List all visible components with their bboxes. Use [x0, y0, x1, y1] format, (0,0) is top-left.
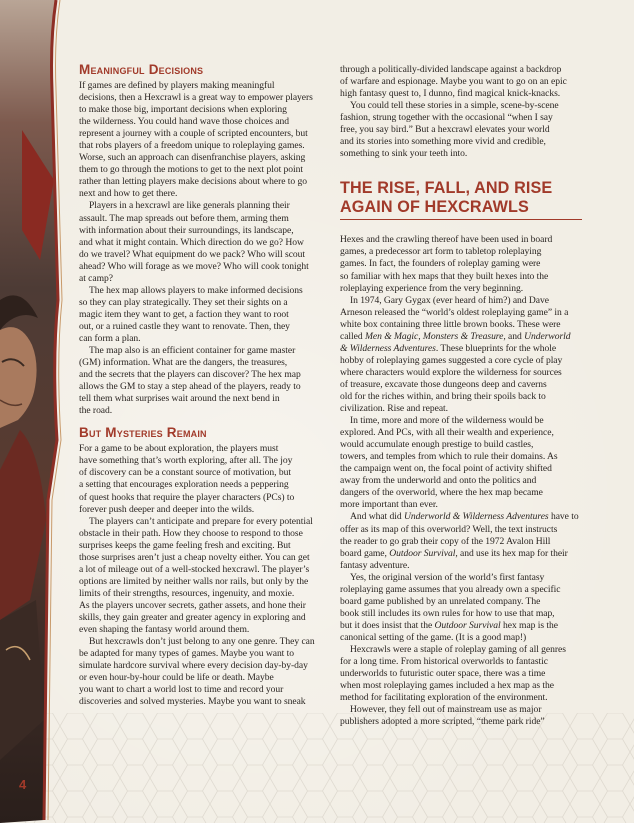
paragraph: For a game to be about exploration, the players must have something that’s worth exploring, after all. The joy of discovery can be a constant source of motivation, but a setting that encourages exploration needs a peppering of quest hooks that require the player characters (PCs) to forever push deeper and deeper into the wilds. [79, 443, 295, 515]
book-title: Monsters & Treasure [422, 330, 504, 342]
hex-grid-pattern [0, 713, 634, 823]
book-title: Men & Magic [364, 330, 419, 342]
paragraph: If games are defined by players making meaningful decisions, then a Hexcrawl is a great way to empower players to make those big, important decisions when exploring the wilderness. You could hand wave those choices and represent a journey with a couple of scripted encounters, but that robs players of a freedom unique to roleplaying games. Worse, such an approach can disenfranchise players, asking them to go through the motions to get to the next plot point rather than letting players make decisions about where to go next and how to get there. [79, 80, 313, 200]
paragraph: In time, more and more of the wilderness would be explored. And PCs, with all their wealth and experience, would accumulate enough prestige to build castles, towers, and temples from which to rule their domains. As the campaign went on, the focal point of activity shifted away from the underworld and onto the politics and dangers of the overworld, where the hex map became more important than ever. [340, 415, 558, 511]
paragraph: In 1974, Gary Gygax (ever heard of him?) and Dave Arneson released the “world’s oldest roleplaying game” in a white box containing three little brown books. These were called Men & Magic, Monsters & Treasure, and Underworld & Wilderness Adventures. These blueprints for the whole hobby of roleplaying games suggested a core cycle of play where characters would explore the wilderness for sources of treasure, excavate those dungeons deep and caverns old for the riches within, and bring their spoils back to civilization. Rise and repeat. [340, 294, 571, 415]
paragraph: Hexcrawls were a staple of roleplay gaming of all genres for a long time. From historical overworlds to fantastic underworlds to futuristic outer space, there was a time when most roleplaying games included a hex map as the method for facilitating exploration of the environment. [340, 643, 566, 704]
paragraph: And what did Underworld & Wilderness Adventures have to offer as its map of this overworld? Well, the text instructs the reader to go grab their copy of the 1972 Avalon Hill board game, Outdoor Survival, and use its hex map for their fantasy adventure. [340, 511, 579, 571]
book-title: Underworld & Wilderness Adventures [403, 511, 549, 523]
paragraph: The hex map allows players to make informed decisions so they can play strategically. They set their sights on a magic item they want to get, a faction they want to root out, or a ruined castle they want to renovate. Then, they can form a plan. [79, 284, 303, 344]
illustration-art [0, 0, 66, 823]
page-number: 4 [19, 777, 27, 792]
heading-rule [340, 219, 582, 220]
paragraph: The map also is an efficient container for game master (GM) information. What are the dangers, the treasures, and the secrets that the players can discover? The hex map allows the GM to stay a step ahead of the players, ready to tell them what surprises wait around the next bend in the road. [79, 345, 301, 417]
heading-rise-fall-rise: THE RISE, FALL, AND RISE AGAIN OF HEXCRAWLS [340, 179, 582, 220]
heading-meaningful-decisions: Meaningful Decisions [79, 62, 204, 77]
paragraph: But hexcrawls don’t just belong to any one genre. They can be adapted for many types of games. Maybe you want to simulate hardcore survival where every decision day-by-day or even hour-by-hour could be life or death. Maybe you want to chart a world lost to time and record your discoveries and solved mysteries. Maybe you want to sneak [79, 636, 315, 708]
paragraph: Yes, the original version of the world’s first fantasy roleplaying game assumes that you already own a specific board game published by an unrelated company. The book still includes its own rules for how to use that map, but it does insist that the Outdoor Survival hex map is the canonical setting of the game. (It is a good map!) [340, 571, 561, 643]
game-title: Outdoor Survival [389, 547, 456, 559]
book-title: Underworld [524, 330, 571, 342]
heading-but-mysteries-remain: But Mysteries Remain [79, 425, 207, 441]
paragraph: through a politically-divided landscape against a backdrop of warfare and espionage. Maybe you want to go on an epic high fantasy quest to, I dunno, find magical knick-knacks. [340, 64, 567, 100]
paragraph: However, they fell out of mainstream use as major publishers adopted a more scripted, “theme park ride” [340, 704, 545, 728]
left-column [79, 62, 320, 708]
paragraph: The players can’t anticipate and prepare for every potential obstacle in their path. How they choose to respond to those surprises keeps the game feeling fresh and exciting. But those surprises aren’t just a cheap novelty either. You can get a lot of mileage out of a well-stocked hexcrawl. The player’s options are limited by neither walls nor rails, but only by the limits of their strengths, resources, ingenuity, and moxie. As the players uncover secrets, gather assets, and hone their skills, they gain greater and greater agency in exploring and even shaping the fantasy world around them. [79, 515, 313, 636]
paragraph: You could tell these stories in a simple, scene-by-scene fashion, strung together with the occasional “when I say free, you say bird.” But a hexcrawl elevates your world and its stories into something more vivid and credible, something to sink your teeth into. [340, 100, 559, 160]
right-column [340, 64, 582, 728]
paragraph: Players in a hexcrawl are like generals planning their assault. The map spreads out before them, arming them with information about their surroundings, its landscape, and what it might contain. Which direction do we go? How do we travel? What equipment do we pack? Who will scout ahead? Who will forage as we move? Who will cook tonight at camp? [79, 200, 309, 284]
game-title: Outdoor Survival [434, 619, 501, 631]
paragraph: Hexes and the crawling thereof have been used in board games, a predecessor art form to tabletop roleplaying games. In fact, the founders of roleplay gaming were so familiar with hex maps that they built hexes into the roleplaying experience from the very beginning. [340, 234, 553, 294]
book-title: & Wilderness Adventures [340, 342, 436, 354]
